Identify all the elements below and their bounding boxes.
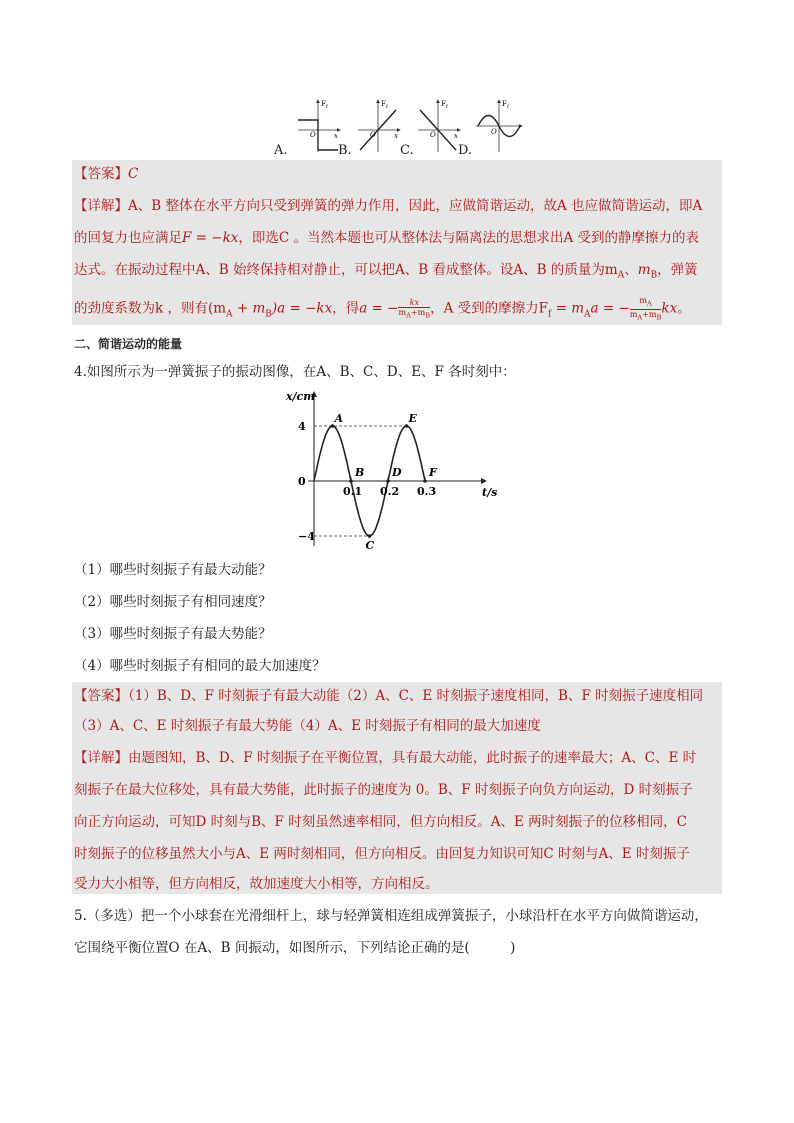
detail-tag: 【详解】 (74, 750, 128, 766)
fraction-2: $\frac{m_A}{m_A+m_B}$ (629, 296, 662, 322)
y-tick-label: 4 (298, 420, 306, 433)
q4-sub-4: （4）哪些时刻振子有相同的最大加速度？ (74, 658, 326, 674)
point-b (349, 479, 353, 483)
axis-x-label: x (394, 132, 398, 140)
point-label-a: A (334, 412, 344, 425)
q4-sub-3: （3）哪些时刻振子有最大势能？ (74, 626, 272, 642)
q3-detail-line-2: 的回复力也应满足F = −kx，即选C 。当然本题也可从整体法与隔离法的思想求出A 受到的静摩擦力的表 (74, 230, 700, 246)
fraction-1: $\frac{kx}{m_A+m_B}$ (398, 297, 431, 320)
q3-detail-line-4: 的劲度系数为k ，则有$(m_A + m_B)a = -kx$，得a = − $\frac{kx}{m_A+m_B}$ ，A 受到的摩擦力$F_f = m_Aa$ = − $\frac{m_A}{m_A+m_B}$ kx。 (74, 296, 691, 322)
q4-answer-line-2: （3）A、C、E 时刻振子有最大势能（4）A、E 时刻振子有相同的最大加速度 (74, 718, 541, 734)
point-label-e: E (408, 412, 417, 425)
point-d (386, 479, 390, 483)
axis-x-label: x (454, 132, 458, 140)
axis-f-label: F (381, 100, 386, 108)
q3-answer-line (74, 164, 138, 184)
y-axis-label: x/cm (286, 390, 315, 403)
y-tick-label: −4 (298, 530, 315, 543)
answer-value: C (128, 166, 139, 182)
x-tick-label: 0.2 (380, 485, 400, 498)
axis-f-sub: f (446, 104, 448, 110)
q4-detail-line-1: 【详解】由题图知，B、D、F 时刻振子在平衡位置，具有最大动能，此时振子的速率最大；A、C、E 时 (74, 750, 697, 766)
axis-f-sub: f (386, 104, 388, 110)
point-f (423, 479, 427, 483)
option-d-graph (476, 100, 522, 152)
q4-sub-2: （2）哪些时刻振子有相同速度？ (74, 594, 272, 610)
origin-label: O (370, 131, 376, 139)
q5-line-2: 它围绕平衡位置O 在A、B 间振动，如图所示，下列结论正确的是( ) (74, 940, 516, 956)
vibration-chart (286, 388, 506, 552)
x-tick-label: 0.1 (343, 485, 363, 498)
axis-x-label: x (334, 132, 338, 140)
x-axis-label: t/s (482, 486, 498, 499)
q4-answer-line-1: 【答案】（1）B、D、F 时刻振子有最大动能（2）A、C、E 时刻振子速度相同，B、F 时刻振子速度相同 (74, 688, 704, 704)
option-d-label: D. (458, 143, 473, 158)
option-a-graph (298, 100, 340, 152)
q4-stem: 4.如图所示为一弹簧振子的振动图像，在A、B、C、D、E、F 各时刻中： (74, 364, 516, 380)
axis-f-sub: f (507, 104, 509, 110)
q5-line-1: 5.（多选）把一个小球套在光滑细杆上，球与轻弹簧相连组成弹簧振子，小球沿杆在水平方向做简谐运动， (74, 908, 708, 924)
q4-detail-line-3: 向正方向运动，可知D 时刻与B、F 时刻虽然速率相同，但方向相反。A、E 两时刻振子的位移相同，C (74, 814, 687, 830)
axis-f-label: F (441, 100, 446, 108)
axis-f-sub: f (326, 104, 328, 110)
formula-f-kx: F = −kx (182, 230, 239, 246)
point-label-b: B (355, 466, 365, 479)
point-label-d: D (392, 466, 402, 479)
q3-detail-line-3: 达式。在振动过程中A、B 始终保持相对静止，可以把A、B 看成整体。设A、B 的质量为$m_A$、$m_B$，弹簧 (74, 262, 698, 281)
q4-detail-line-5: 受力大小相等，但方向相反，故加速度大小相等，方向相反。 (74, 876, 439, 892)
q4-detail-line-4: 时刻振子的位移虽然大小与A、E 两时刻相同，但方向相反。由回复力知识可知C 时刻与A、E 时刻振子 (74, 846, 690, 862)
point-c (368, 534, 372, 538)
option-c-label: C. (400, 143, 414, 158)
option-b-label: B. (338, 143, 352, 158)
detail-tag: 【详解】 (74, 198, 128, 214)
option-a-label: A. (274, 143, 288, 158)
answer-tag: 【答案】 (74, 688, 128, 704)
origin-label: O (491, 128, 497, 136)
axis-f-label: F (502, 100, 507, 108)
y-tick-label: 0 (298, 475, 306, 488)
option-b-graph (358, 100, 400, 152)
origin-label: O (310, 131, 316, 139)
option-c-graph (418, 100, 460, 152)
answer-tag: 【答案】 (74, 166, 128, 182)
q4-detail-line-2: 刻振子在最大位移处，具有最大势能，此时振子的速度为 0。B、F 时刻振子向负方向运动，D 时刻振子 (74, 782, 693, 798)
origin-label: O (430, 131, 436, 139)
q3-detail-line-1: 【详解】A、B 整体在水平方向只受到弹簧的弹力作用，因此，应做简谐运动，故A 也应做简谐运动，即A (74, 198, 703, 214)
point-label-c: C (365, 539, 375, 552)
x-tick-label: 0.3 (417, 485, 437, 498)
axis-f-label: F (321, 100, 326, 108)
section-heading: 二、简谐运动的能量 (74, 337, 183, 351)
point-label-f: F (429, 466, 437, 479)
q4-sub-1: （1）哪些时刻振子有最大动能？ (74, 562, 272, 578)
